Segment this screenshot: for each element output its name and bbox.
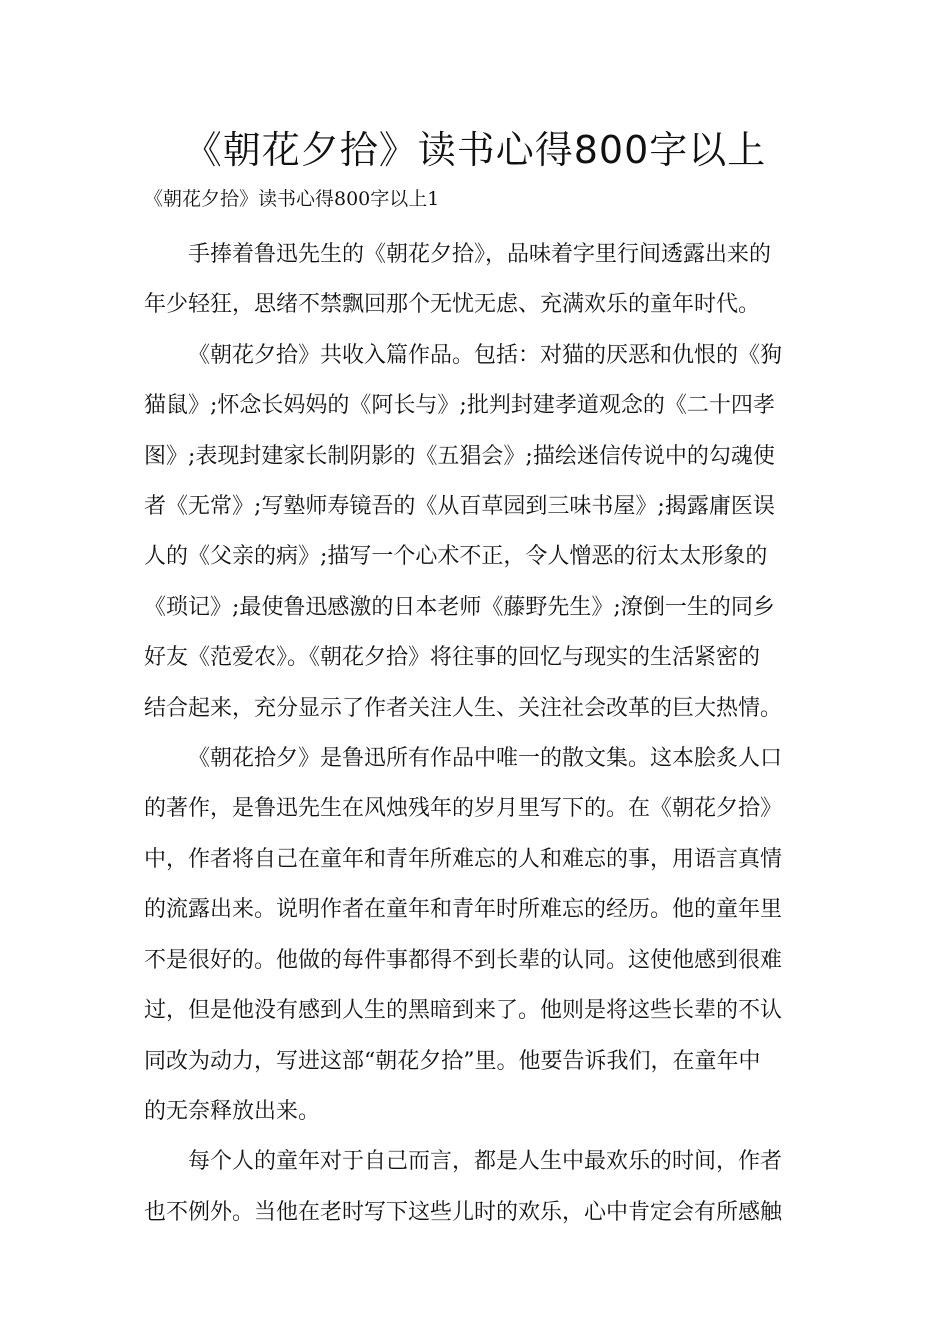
paragraph: 《朝花拾夕》是鲁迅所有作品中唯一的散文集。这本脍炙人口 的著作，是鲁迅先生在风烛残年的岁月里写下的。在《朝花夕拾》 中，作者将自己在童年和青年所难忘的人和难忘的事，用语言真情 的流露出来。说明作者在童年和青年时所难忘的经历。他的童年里 不是很好的。他做的每件事都得不到长辈的认同。这使他感到很难 过，但是他没有感到人生的黑暗到来了。他则是将这些长辈的不认 同改为动力，写进这部“朝花夕拾”里。他要告诉我们，在童年中 的无奈释放出来。 bbox=[144, 746, 783, 1124]
document-subtitle: 《朝花夕拾》读书心得800字以上1 bbox=[144, 188, 440, 210]
paragraph: 每个人的童年对于自己而言，都是人生中最欢乐的时间，作者 也不例外。当他在老时写下这些儿时的欢乐，心中肯定会有所感触 bbox=[144, 1149, 783, 1225]
document-title: 《朝花夕拾》读书心得800字以上 bbox=[183, 128, 767, 172]
paragraph: 《朝花夕拾》共收入篇作品。包括：对猫的厌恶和仇恨的《狗 猫鼠》;怀念长妈妈的《阿长与》;批判封建孝道观念的《二十四孝 图》;表现封建家长制阴影的《五猖会》;描绘迷信传说中的勾魂使 者《无常》;写塾师寿镜吾的《从百草园到三味书屋》;揭露庸医误 人的《父亲的病》;描写一个心术不正，令人憎恶的衍太太形象的 《琐记》;最使鲁迅感激的日本老师《藤野先生》;潦倒一生的同乡 好友《范爱农》。《朝花夕拾》将往事的回忆与现实的生活紧密的 结合起来，充分显示了作者关注人生、关注社会改革的巨大热情。 bbox=[144, 342, 783, 721]
document-body bbox=[144, 230, 808, 1238]
paragraph: 手捧着鲁迅先生的《朝花夕拾》，品味着字里行间透露出来的 年少轻狂，思绪不禁飘回那个无忧无虑、充满欢乐的童年时代。 bbox=[144, 242, 772, 318]
